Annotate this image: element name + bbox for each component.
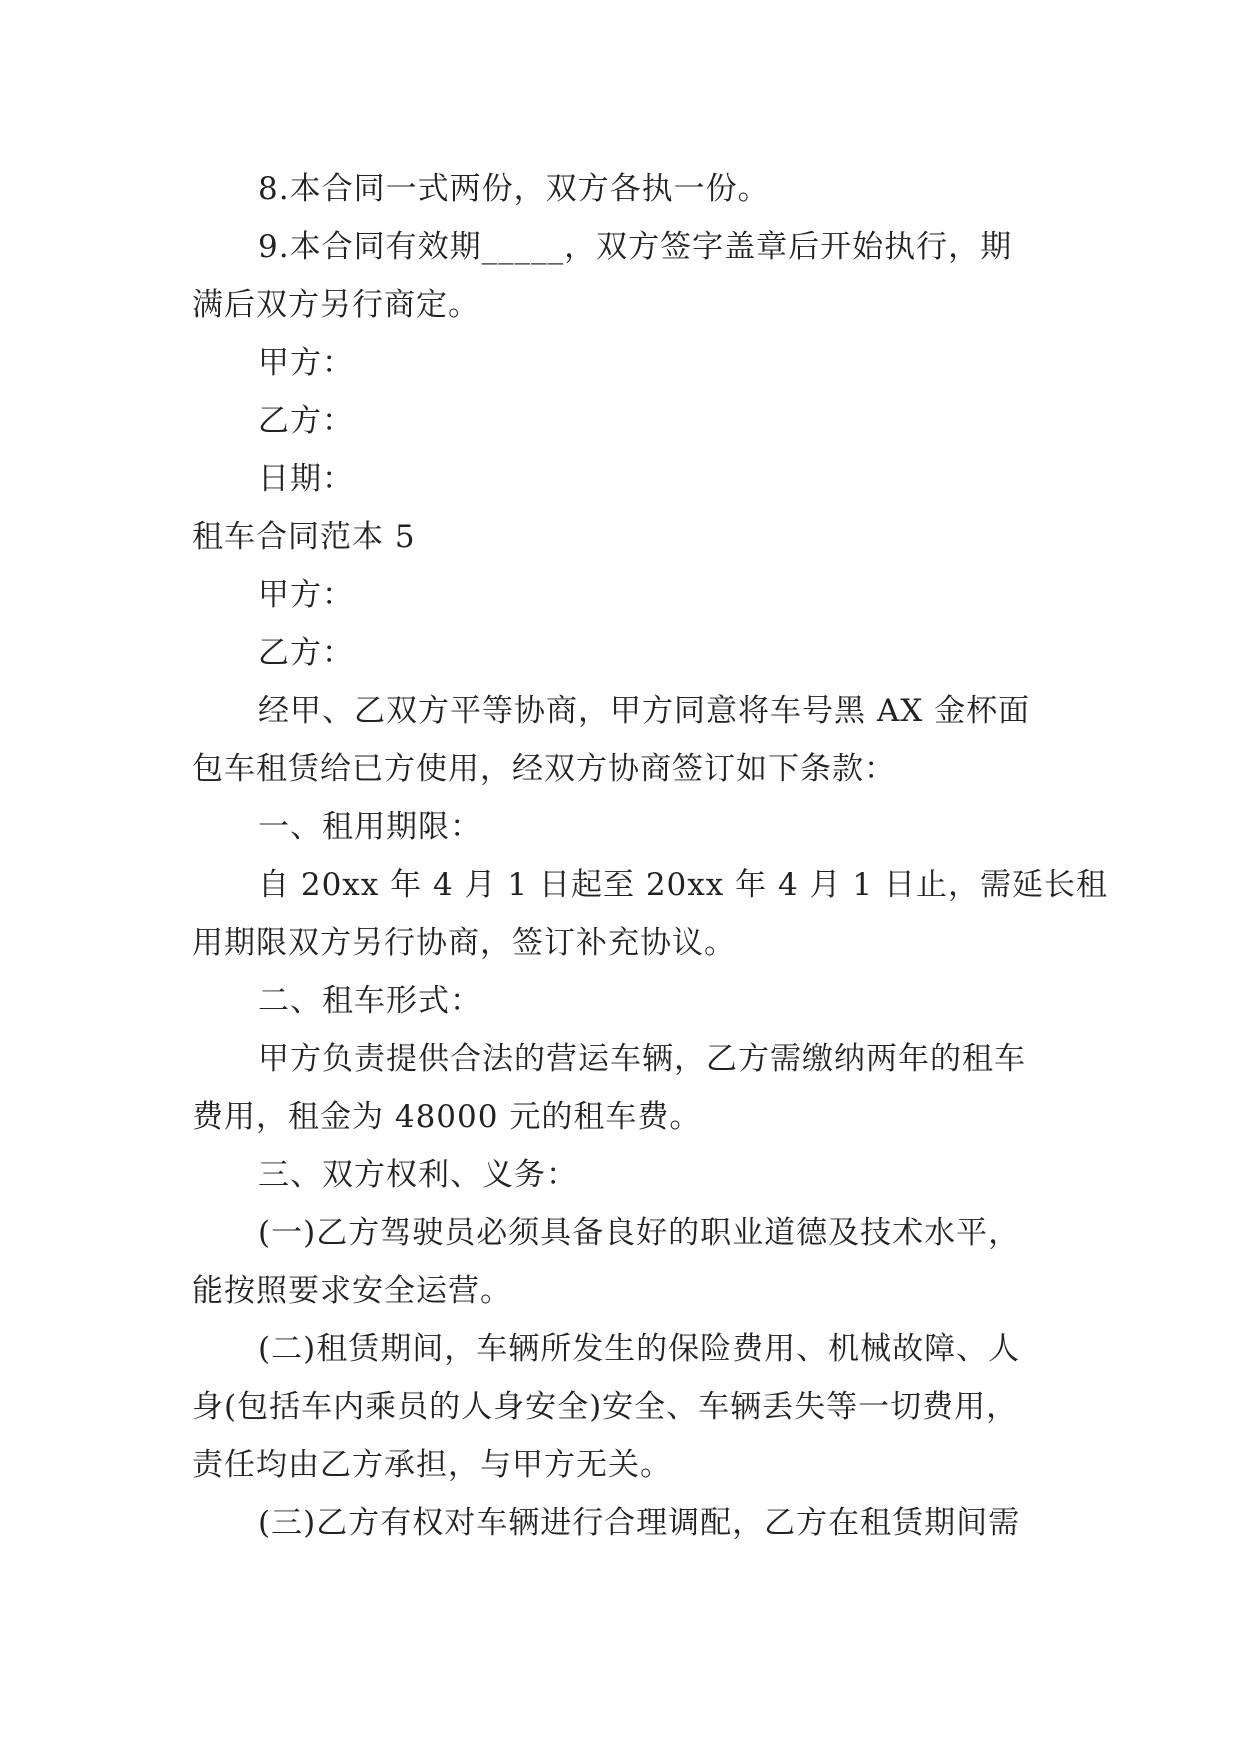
- clause-8-line: 8.本合同一式两份，双方各执一份。: [258, 171, 770, 207]
- party-a-label: 甲方：: [258, 345, 354, 381]
- date-label: 日期：: [258, 461, 354, 497]
- intro-paragraph-line-2: 包车租赁给已方使用，经双方协商签订如下条款：: [192, 751, 896, 787]
- rights-item-3-line-1: (三)乙方有权对车辆进行合理调配，乙方在租赁期间需: [258, 1505, 1021, 1541]
- rights-item-1-line-2: 能按照要求安全运营。: [192, 1273, 512, 1309]
- rental-form-line-2: 费用，租金为 48000 元的租车费。: [192, 1099, 702, 1135]
- clause-9-line-2: 满后双方另行商定。: [192, 287, 480, 323]
- intro-paragraph-line-1: 经甲、乙双方平等协商，甲方同意将车号黑 AX 金杯面: [258, 693, 1031, 729]
- rights-item-2-line-3: 责任均由乙方承担，与甲方无关。: [192, 1447, 672, 1483]
- rental-form-line-1: 甲方负责提供合法的营运车辆，乙方需缴纳两年的租车: [258, 1041, 1026, 1077]
- term-paragraph-line-1: 自 20xx 年 4 月 1 日起至 20xx 年 4 月 1 日止，需延长租: [258, 867, 1108, 903]
- party-a-label-2: 甲方：: [258, 577, 354, 613]
- section-title: 租车合同范本 5: [192, 519, 416, 555]
- party-b-label: 乙方：: [258, 403, 354, 439]
- rental-form-heading: 二、租车形式：: [258, 983, 482, 1019]
- term-heading: 一、租用期限：: [258, 809, 482, 845]
- party-b-label-2: 乙方：: [258, 635, 354, 671]
- rights-item-2-line-2: 身(包括车内乘员的人身安全)安全、车辆丢失等一切费用，: [192, 1389, 1019, 1425]
- term-paragraph-line-2: 用期限双方另行协商，签订补充协议。: [192, 925, 736, 961]
- document-body: [192, 160, 1108, 1552]
- rights-item-2-line-1: (二)租赁期间，车辆所发生的保险费用、机械故障、人: [258, 1331, 1021, 1367]
- rights-heading: 三、双方权利、义务：: [258, 1157, 578, 1193]
- clause-9-line-1: 9.本合同有效期_____，双方签字盖章后开始执行，期: [258, 229, 1013, 265]
- rights-item-1-line-1: (一)乙方驾驶员必须具备良好的职业道德及技术水平，: [258, 1215, 1021, 1251]
